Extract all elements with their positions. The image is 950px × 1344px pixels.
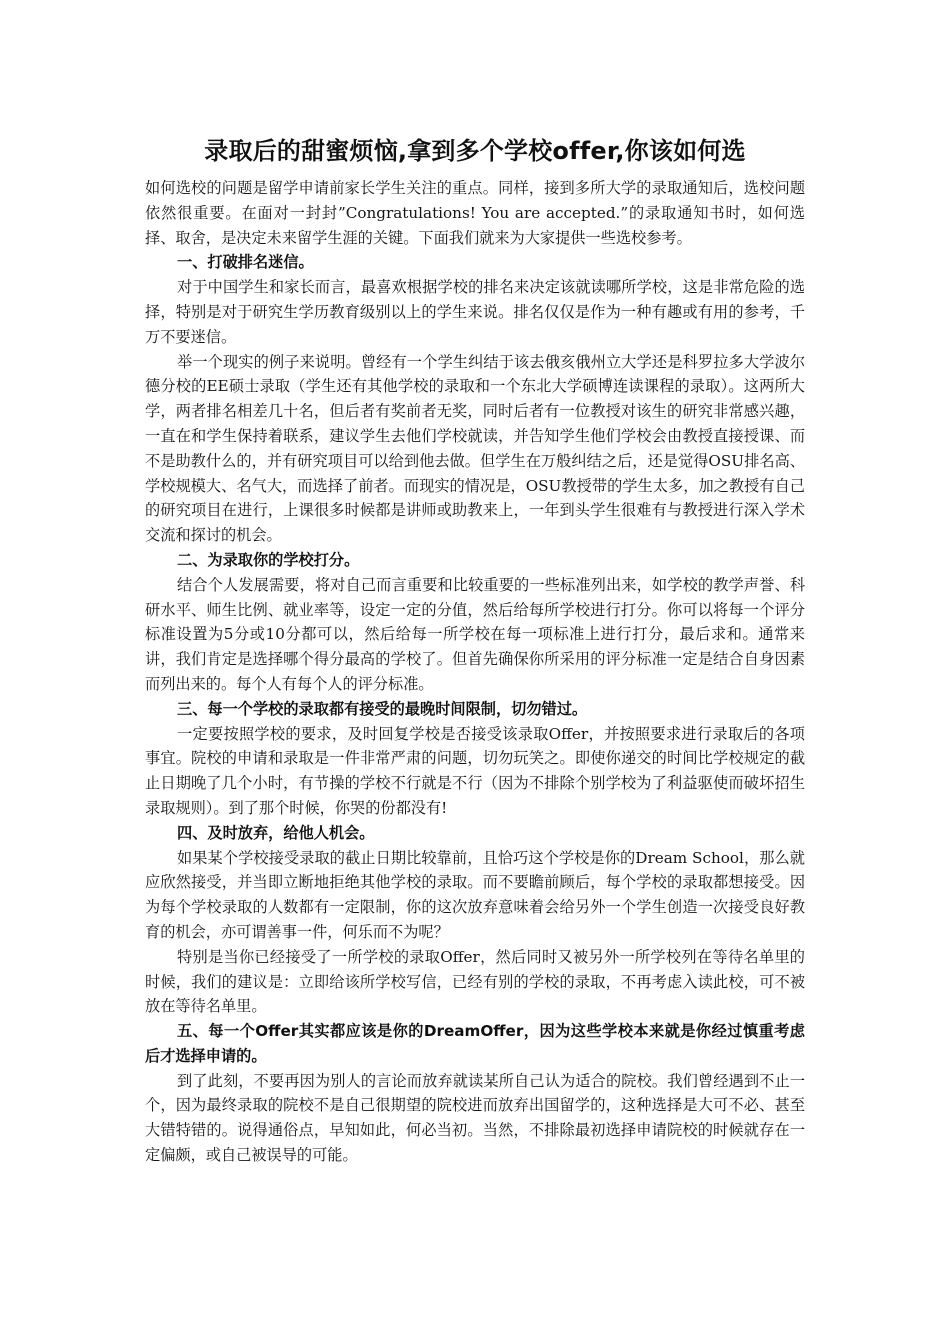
section-heading: 三、每一个学校的录取都有接受的最晚时间限制，切勿错过。: [177, 699, 588, 718]
section-paragraph: 举一个现实的例子来说明。曾经有一个学生纠结于该去俄亥俄州立大学还是科罗拉多大学波尔德分校的EE硕士录取（学生还有其他学校的录取和一个东北大学硕博连读课程的录取）。这两所大学，两者排名相差几十名，但后者有奖前者无奖，同时后者有一位教授对该生的研究非常感兴趣，一直在和学生保持着联系，建议学生去他们学校就读，并告知学生他们学校会由教授直接授课、而不是助教什么的，并有研究项目可以给到他去做。但学生在万般纠结之后，还是觉得OSU排名高、学校规模大、名气大，而选择了前者。而现实的情况是，OSU教授带的学生太多，加之教授有自己的研究项目在进行，上课很多时候都是讲师或助教来上，一年到头学生很难有与教授进行深入学术交流和探讨的机会。: [145, 352, 805, 545]
section-paragraph: 一定要按照学校的要求，及时回复学校是否接受该录取Offer，并按照要求进行录取后的各项事宜。院校的申请和录取是一件非常严肃的问题，切勿玩笑之。即使你递交的时间比学校规定的截止日期晚了几个小时，有节操的学校不行就是不行（因为不排除个别学校为了利益驱使而破坏招生录取规则）。到了那个时候，你哭的份都没有!: [145, 724, 805, 817]
section-1: [145, 250, 805, 548]
section-4: [145, 821, 805, 1019]
document-body: [145, 130, 805, 1168]
section-paragraph: 结合个人发展需要，将对自己而言重要和比较重要的一些标准列出来，如学校的教学声誉、科研水平、师生比例、就业率等，设定一定的分值，然后给每所学校进行打分。你可以将每一个评分标准设置为5分或10分都可以，然后给每一所学校在每一项标准上进行打分，最后求和。通常来讲，我们肯定是选择哪个得分最高的学校了。但首先确保你所采用的评分标准一定是结合自身因素而列出来的。每个人有每个人的评分标准。: [145, 575, 805, 693]
intro-paragraph: 如何选校的问题是留学申请前家长学生关注的重点。同样，接到多所大学的录取通知后，选校问题依然很重要。在面对一封封”Congratulations! You are accepted.”的录取通知书时，如何选择、取舍，是决定未来留学生涯的关键。下面我们就来为大家提供一些选校参考。: [145, 179, 805, 247]
section-heading: 四、及时放弃，给他人机会。: [177, 823, 375, 842]
section-paragraph: 到了此刻，不要再因为别人的言论而放弃就读某所自己认为适合的院校。我们曾经遇到不止一个，因为最终录取的院校不是自己很期望的院校进而放弃出国留学的，这种选择是大可不必、甚至大错特错的。说得通俗点，早知如此，何必当初。当然，不排除最初选择申请院校的时候就存在一定偏颇，或自己被误导的可能。: [145, 1071, 805, 1165]
section-2: [145, 548, 805, 697]
section-paragraph: 对于中国学生和家长而言，最喜欢根据学校的排名来决定该就读哪所学校，这是非常危险的选择，特别是对于研究生学历教育级别以上的学生来说。排名仅仅是作为一种有趣或有用的参考，千万不要迷信。: [145, 278, 805, 346]
document-title: 录取后的甜蜜烦恼,拿到多个学校offer,你该如何选: [204, 137, 746, 165]
section-heading: 一、打破排名迷信。: [177, 253, 314, 272]
section-heading: 二、为录取你的学校打分。: [177, 550, 360, 569]
section-paragraph: 如果某个学校接受录取的截止日期比较靠前，且恰巧这个学校是你的Dream School，那么就应欣然接受，并当即立断地拒绝其他学校的录取。而不要瞻前顾后，每个学校的录取都想接受。因为每个学校录取的人数都有一定限制，你的这次放弃意味着会给另外一个学生创造一次接受良好教育的机会，亦可谓善事一件，何乐而不为呢？: [145, 848, 805, 941]
section-5: [145, 1019, 805, 1168]
section-paragraph: 特别是当你已经接受了一所学校的录取Offer，然后同时又被另外一所学校列在等待名单里的时候，我们的建议是：立即给该所学校写信，已经有别的学校的录取，不再考虑入读此校，可不被放在等待名单里。: [145, 947, 805, 1016]
section-3: [145, 697, 805, 821]
section-heading: 五、每一个Offer其实都应该是你的DreamOffer，因为这些学校本来就是你经过慎重考虑后才选择申请的。: [145, 1022, 805, 1065]
